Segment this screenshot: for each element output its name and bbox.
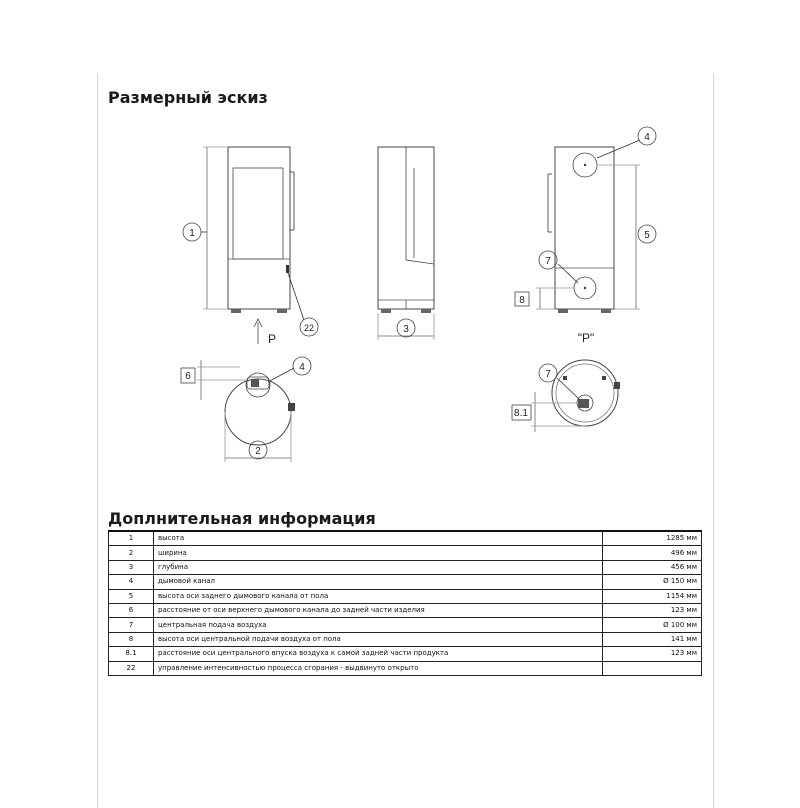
row-description: управление интенсивностью процесса сгорания - выдвинуто открыто xyxy=(154,661,603,675)
row-number: 5 xyxy=(109,589,154,603)
row-value: 496 мм xyxy=(603,546,702,560)
callout-22-label: 22 xyxy=(303,323,315,333)
sketch-title: Размерный эскиз xyxy=(108,88,268,107)
row-value: 456 мм xyxy=(603,560,702,574)
row-value: Ø 100 мм xyxy=(603,618,702,632)
info-title: Доплнительная информация xyxy=(108,509,376,528)
table-row xyxy=(109,661,702,675)
callout-5-label: 5 xyxy=(644,230,650,241)
bottom-view xyxy=(512,360,620,432)
row-number: 8.1 xyxy=(109,647,154,661)
row-description: глубина xyxy=(154,560,603,574)
table-row xyxy=(109,647,702,661)
table-row xyxy=(109,632,702,646)
row-description: высота xyxy=(154,531,603,546)
table-row xyxy=(109,618,702,632)
view-arrow-label: P xyxy=(268,332,277,346)
callout-rear-4-label: 4 xyxy=(644,132,650,143)
row-value: 123 мм xyxy=(603,647,702,661)
row-description: расстояние оси центрального впуска воздуха к самой задней части продукта xyxy=(154,647,603,661)
callout-2-label: 2 xyxy=(255,446,261,457)
callout-3-label: 3 xyxy=(403,324,409,335)
row-description: высота оси центральной подачи воздуха от пола xyxy=(154,632,603,646)
table-row xyxy=(109,575,702,589)
row-value: 141 мм xyxy=(603,632,702,646)
row-number: 4 xyxy=(109,575,154,589)
specs-table xyxy=(108,530,702,676)
control-knob-icon xyxy=(286,265,289,273)
callout-6-label: 6 xyxy=(185,371,191,382)
callout-8-label: 8 xyxy=(519,295,525,306)
rear-view xyxy=(515,127,656,313)
row-description: центральная подача воздуха xyxy=(154,618,603,632)
table-row xyxy=(109,589,702,603)
table-row xyxy=(109,546,702,560)
row-number: 6 xyxy=(109,603,154,617)
row-number: 3 xyxy=(109,560,154,574)
row-description: расстояние от оси верхнего дымового канала до задней части изделия xyxy=(154,603,603,617)
top-view xyxy=(181,357,311,462)
callout-bottom-7-label: 7 xyxy=(545,369,551,380)
callout-1-label: 1 xyxy=(189,228,195,239)
row-number: 2 xyxy=(109,546,154,560)
row-value: 1285 мм xyxy=(603,531,702,546)
row-value: Ø 150 мм xyxy=(603,575,702,589)
row-description: высота оси заднего дымового канала от пола xyxy=(154,589,603,603)
row-description: дымовой канал xyxy=(154,575,603,589)
callout-top-4-label: 4 xyxy=(299,362,305,373)
row-value: 1154 мм xyxy=(603,589,702,603)
row-number: 8 xyxy=(109,632,154,646)
row-description: ширина xyxy=(154,546,603,560)
table-row xyxy=(109,560,702,574)
table-row xyxy=(109,531,702,546)
row-number: 22 xyxy=(109,661,154,675)
row-value: 123 мм xyxy=(603,603,702,617)
callout-rear-7-label: 7 xyxy=(545,256,551,267)
front-view xyxy=(183,147,318,344)
rear-view-label: "P" xyxy=(577,331,595,345)
row-value xyxy=(603,661,702,675)
side-view xyxy=(378,147,434,340)
row-number: 7 xyxy=(109,618,154,632)
row-number: 1 xyxy=(109,531,154,546)
callout-8-1-label: 8.1 xyxy=(514,408,528,419)
table-row xyxy=(109,603,702,617)
